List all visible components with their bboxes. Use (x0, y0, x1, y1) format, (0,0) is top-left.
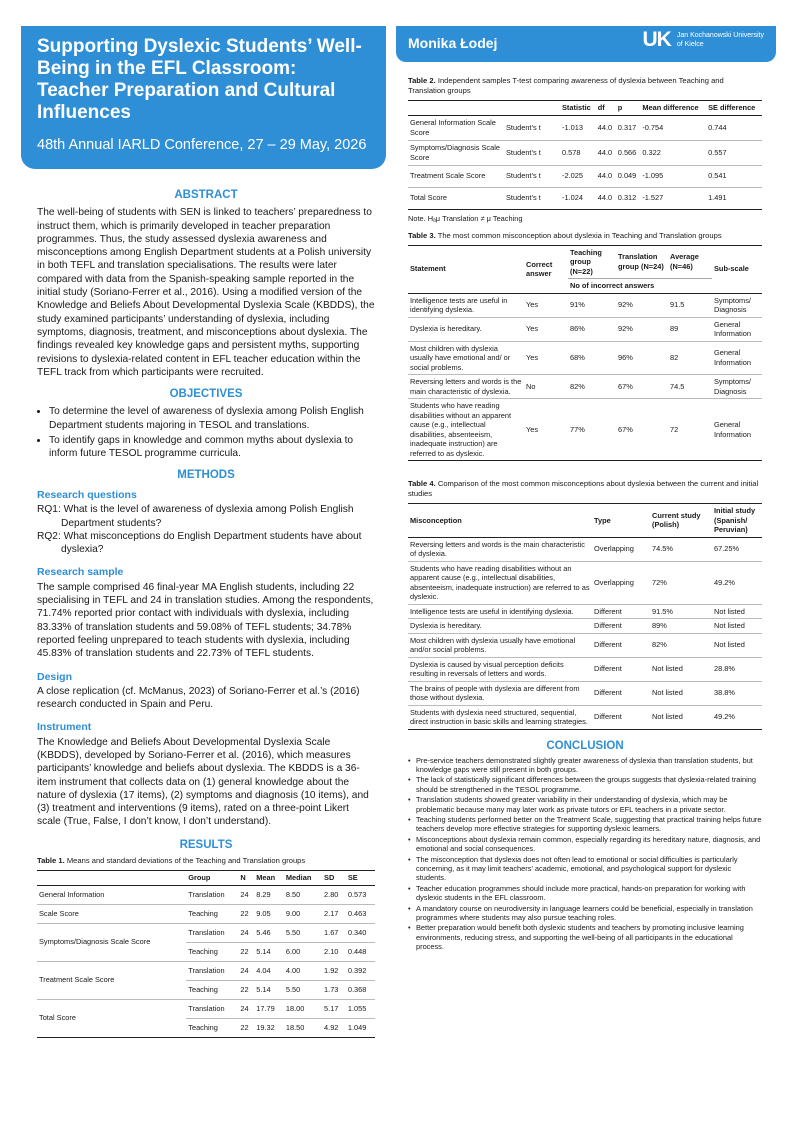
abstract-heading: ABSTRACT (174, 189, 238, 201)
results-heading: RESULTS (179, 838, 233, 851)
instrument-heading: Instrument (37, 721, 92, 734)
design-text: A close replication (cf. McManus, 2023) of Soriano-Ferrer et al.’s (2016) research conducted in Spain and Peru. (37, 685, 360, 711)
table-row: Teaching 22 5.14 6.00 2.10 0.448 (37, 942, 375, 961)
rq2: RQ2: What misconceptions do English Department students have about dyslexia? (37, 530, 362, 556)
conclusion-item: • Pre-service teachers demonstrated slightly greater awareness of dyslexia than translation students, but knowledge gaps were still present in both groups. (416, 756, 762, 775)
table-row: Total Score Student’s t -1.024 44.0 0.312 -1.527 1.491 (408, 187, 762, 209)
table-row: Teaching 22 5.14 5.50 1.73 0.368 (37, 980, 375, 999)
table-row: Most children with dyslexia usually have emotional and/or social problems. Different 82% Not listed (408, 633, 762, 657)
conclusion-item: • Misconceptions about dyslexia remain common, especially regarding its hereditary nature, diagnosis, and emotional and social consequences. (416, 835, 762, 854)
conclusion-item: • Better preparation would benefit both dyslexic students and teachers by promoting inclusive learning environments, reducing stress, and supporting the well-being of all participants in the educational process. (416, 923, 762, 951)
table-row: Treatment Scale Score Student’s t -2.025 44.0 0.049 -1.095 0.541 (408, 165, 762, 187)
conclusion-item: • The misconception that dyslexia does not often lead to emotional or social difficulties is particularly concerning, as it may limit teachers’ academic, emotional, and psychological support for dyslexic students. (416, 855, 762, 883)
table-row: Dyslexia is hereditary. Yes 86% 92% 89 General Information (408, 317, 762, 341)
table-row: Teaching 22 19.32 18.50 4.92 1.049 (37, 1018, 375, 1037)
table2-caption: Table 2. Independent samples T-test comparing awareness of dyslexia between Teaching and Translation groups (408, 76, 724, 95)
abstract-text: The well-being of students with SEN is linked to teachers’ preparedness to instruct them, which is primarily developed in teacher preparation programmes. Thus, the study assessed dyslexia awareness and misconceptions among English Department students at a Polish university in both TEFL and translation specialisations. The results were later compared with data from the Spanish-speaking sample reported in the initial study (Soriano-Ferrer et al., 2016). Using a modified version of the Knowledge and Beliefs About Developmental Dyslexia Scale (KBDDS), the study examined participants’ understanding of dyslexia, including symptoms, diagnosis, treatment, and misconceptions about dyslexia. The findings revealed key knowledge gaps and persistent myths, supporting revisions to dyslexia-related content in EFL teacher education within the TEFL track from which participants were recruited. (37, 207, 375, 378)
methods-heading: METHODS (177, 468, 235, 481)
table-row: Students who have reading disabilities without an apparent cause (e.g., intellectual disabilities, absenteeism, inadequate instruction) are referred to as dyslexic. Yes 77% 67% 72 General Information (408, 399, 762, 461)
left-column (37, 183, 375, 1038)
table1-caption: Table 1. Means and standard deviations of the Teaching and Translation groups (37, 856, 306, 866)
design-heading: Design (37, 670, 73, 683)
table-row: Reversing letters and words is the main characteristic of dyslexia. Overlapping 74.5% 67.25% (410, 539, 740, 558)
conclusion-item: • The lack of statistically significant differences between the groups suggests that dyslexia-related training should be strengthened in the TESOL programme. (416, 775, 762, 794)
table-row: Total Score Translation 24 17.79 18.00 5.17 1.055 (37, 999, 375, 1018)
table4: Misconception Type Current study (Polish) Initial study (Spanish/ Peruvian) Reversing letters and words is the main characteristic of dyslexia. Overlapping 74.5% 67.25% Students who have reading disabilities without an apparent cause (e.g., intellectual disabilities, absenteeism, inadequate instruction) are referred to as dyslexic. Overlapping 72% 49.2% Intelligence tests are useful in identifying dyslexia. Different 91.5% Not listed Dyslexia is hereditary. Different 89% Not listed Most children with dyslexia usually have emotional and/or social problems. Different 82% Not listed Dyslexia is caused by visual perception deficits resulting in reversals of letters and words. Different Not listed 28.8% The brains of people with dyslexia are different from those without dyslexia. Different Not listed 38.8% Students with dyslexia need structured, sequential, direct instruction in basic skills and learning strategies. Different Not listed 49.2% (408, 503, 762, 730)
conclusion-item: • A mandatory course on neurodiversity in language learners could be beneficial, especially in translation programmes where students may also pursue teaching roles. (416, 904, 762, 923)
rq1: RQ1: What is the level of awareness of dyslexia among Polish English Department students? (37, 504, 354, 529)
conference-info: 48th Annual IARLD Conference, 27 – 29 May, 2026 (37, 137, 367, 153)
objectives-heading: OBJECTIVES (169, 388, 243, 401)
logo-text-2: of Kielce (676, 41, 704, 48)
table-row: Intelligence tests are useful in identifying dyslexia. Different 91.5% Not listed (408, 604, 762, 619)
table2-note: Note. Hₐμ Translation ≠ μ Teaching (408, 213, 523, 223)
instrument-text: The Knowledge and Beliefs About Developmental Dyslexia Scale (KBDDS), developed by Soriano-Ferrer et al. (2016), which measures participants’ knowledge and beliefs about dyslexia. The KBDDS is a 36-item instrument that collects data on (1) general knowledge about the nature of dyslexia (17 items), (2) symptoms and diagnosis (10 items), and (3) treatment and interventions (9 items), rated on a three-point Likert scale (True, False, I don’t know, I don’t understand). (37, 736, 369, 828)
objective-item: • To identify gaps in knowledge and common myths about dyslexia to inform future TESOL programme curricula. (49, 434, 375, 461)
table-row: Scale Score Teaching 22 9.05 9.00 2.17 0.463 (37, 904, 375, 923)
rq-heading: Research questions (37, 488, 137, 501)
table-row: Treatment Scale Score Translation 24 4.04 4.00 1.92 0.392 (37, 961, 375, 980)
table2: Statistic df p Mean difference SE difference General Information Scale Score Student’s t -1.013 44.0 0.317 -0.754 0.744 Symptoms/Diagnosis Scale Score Student’s t 0.578 44.0 0.566 0.322 0.557 Treatment Scale Score Student’s t -2.025 44.0 0.049 -1.095 0.541 Total Score Student’s t -1.024 44.0 0.312 -1.527 1.491 (408, 100, 762, 210)
table-row: General Information Translation 24 8.29 8.50 2.80 0.573 (39, 889, 367, 899)
table-row: Students with dyslexia need structured, sequential, direct instruction in basic skills and learning strategies. Different Not listed 49.2% (408, 705, 762, 729)
sample-heading: Research sample (37, 566, 124, 579)
table3: Statement Correct answer Teaching group (N=22) Translation group (N=24) Average (N=46) Sub-scale No of incorrect answers Intelligence tests are useful in identifying dyslexia. Yes 91% 92% 91.5 Symptoms/ Diagnosis Dyslexia is hereditary. Yes 86% 92% 89 General Information Most children with dyslexia usually have emotional and/ or social problems. Yes 68% 96% 82 General Information Reversing letters and words is the main characteristic of dyslexia. No 82% 67% 74.5 Symptoms/ Diagnosis Students who have reading disabilities without an apparent cause (e.g., intellectual disabilities, absenteeism, inadequate instruction) are referred to as dyslexic. Yes 77% 67% 72 General Information (408, 245, 762, 462)
author-banner (396, 26, 776, 62)
logo-text-1: Jan Kochanowski University (676, 32, 764, 39)
table1: Group N Mean Median SD SE General Information Translation 24 8.29 8.50 2.80 0.573 Scale Score Teaching 22 9.05 9.00 2.17 0.463 Symptoms/Diagnosis Scale Score Translation 24 5.46 5.50 1.67 0.340 Teaching 22 5.14 6.00 2.10 0.448 Treatment Scale Score Translation 24 4.04 4.00 1.92 0.392 Teaching 22 5.14 5.50 1.73 0.368 Total Score Translation 24 17.79 18.00 5.17 1.055 Teaching 22 19.32 18.50 4.92 1.049 (37, 870, 375, 1038)
table-row: General Information Scale Score Student’s t -1.013 44.0 0.317 -0.754 0.744 (410, 118, 727, 137)
conclusion-item: • Teacher education programmes should include more practical, hands-on preparation for working with dyslexic students in the EFL classroom. (416, 884, 762, 903)
conclusion-list (408, 756, 762, 952)
table-row: Symptoms/Diagnosis Scale Score Translation 24 5.46 5.50 1.67 0.340 (37, 923, 375, 942)
logo-mark: UK (642, 28, 671, 51)
right-column (408, 74, 762, 953)
sample-text: The sample comprised 46 final-year MA English students, including 22 specialising in TEFL and 24 in translation studies. Among the respondents, 71.74% reported prior contact with individuals with dyslexia, including 83.33% of translation students and 59.08% of TEFL students; 34.78% reported feeling unprepared to teach students with dyslexia, including 45.83% of translation students and 22.73% of TEFL students. (37, 581, 374, 660)
table-row: Most children with dyslexia usually have emotional and/ or social problems. Yes 68% 96% 82 General Information (408, 341, 762, 375)
conclusion-item: • Translation students showed greater variability in their understanding of dyslexia, which may be problematic because many may later work as private tutors or EFL teachers in a private sector. (416, 795, 762, 814)
table-row: Students who have reading disabilities without an apparent cause (e.g., intellectual disabilities, absenteeism, inadequate instruction) are referred to as dyslexic. Overlapping 72% 49.2% (408, 561, 762, 604)
conclusion-heading: CONCLUSION (546, 739, 624, 752)
table-row: The brains of people with dyslexia are different from those without dyslexia. Different Not listed 38.8% (408, 681, 762, 705)
table-row: Symptoms/Diagnosis Scale Score Student’s t 0.578 44.0 0.566 0.322 0.557 (408, 140, 762, 165)
table4-caption: Table 4. Comparison of the most common misconceptions about dyslexia between the current and initial studies (408, 479, 759, 498)
table3-caption: Table 3. The most common misconception about dyslexia in Teaching and Translation groups (408, 230, 722, 240)
objective-item: • To determine the level of awareness of dyslexia among Polish English Department students majoring in TESOL and translations. (49, 405, 375, 432)
table-row: Dyslexia is caused by visual perception deficits resulting in reversals of letters and words. Different Not listed 28.8% (408, 657, 762, 681)
poster-title: Supporting Dyslexic Students’ Well-Being in the EFL Classroom: Teacher Preparation and Cultural Influences (37, 36, 362, 123)
author-name: Monika Łodej (408, 35, 498, 51)
table-row: Reversing letters and words is the main characteristic of dyslexia. No 82% 67% 74.5 Symptoms/ Diagnosis (408, 375, 762, 399)
conclusion-item: • Teaching students performed better on the Treatment Scale, suggesting that practical training helps future teachers develop more effective strategies for supporting dyslexic learners. (416, 815, 762, 834)
table-row: Intelligence tests are useful in identifying dyslexia. Yes 91% 92% 91.5 Symptoms/ Diagnosis (410, 295, 751, 314)
university-logo (643, 28, 765, 52)
table-row: Dyslexia is hereditary. Different 89% Not listed (408, 619, 762, 634)
objectives-list (37, 405, 375, 460)
title-banner (21, 26, 386, 169)
